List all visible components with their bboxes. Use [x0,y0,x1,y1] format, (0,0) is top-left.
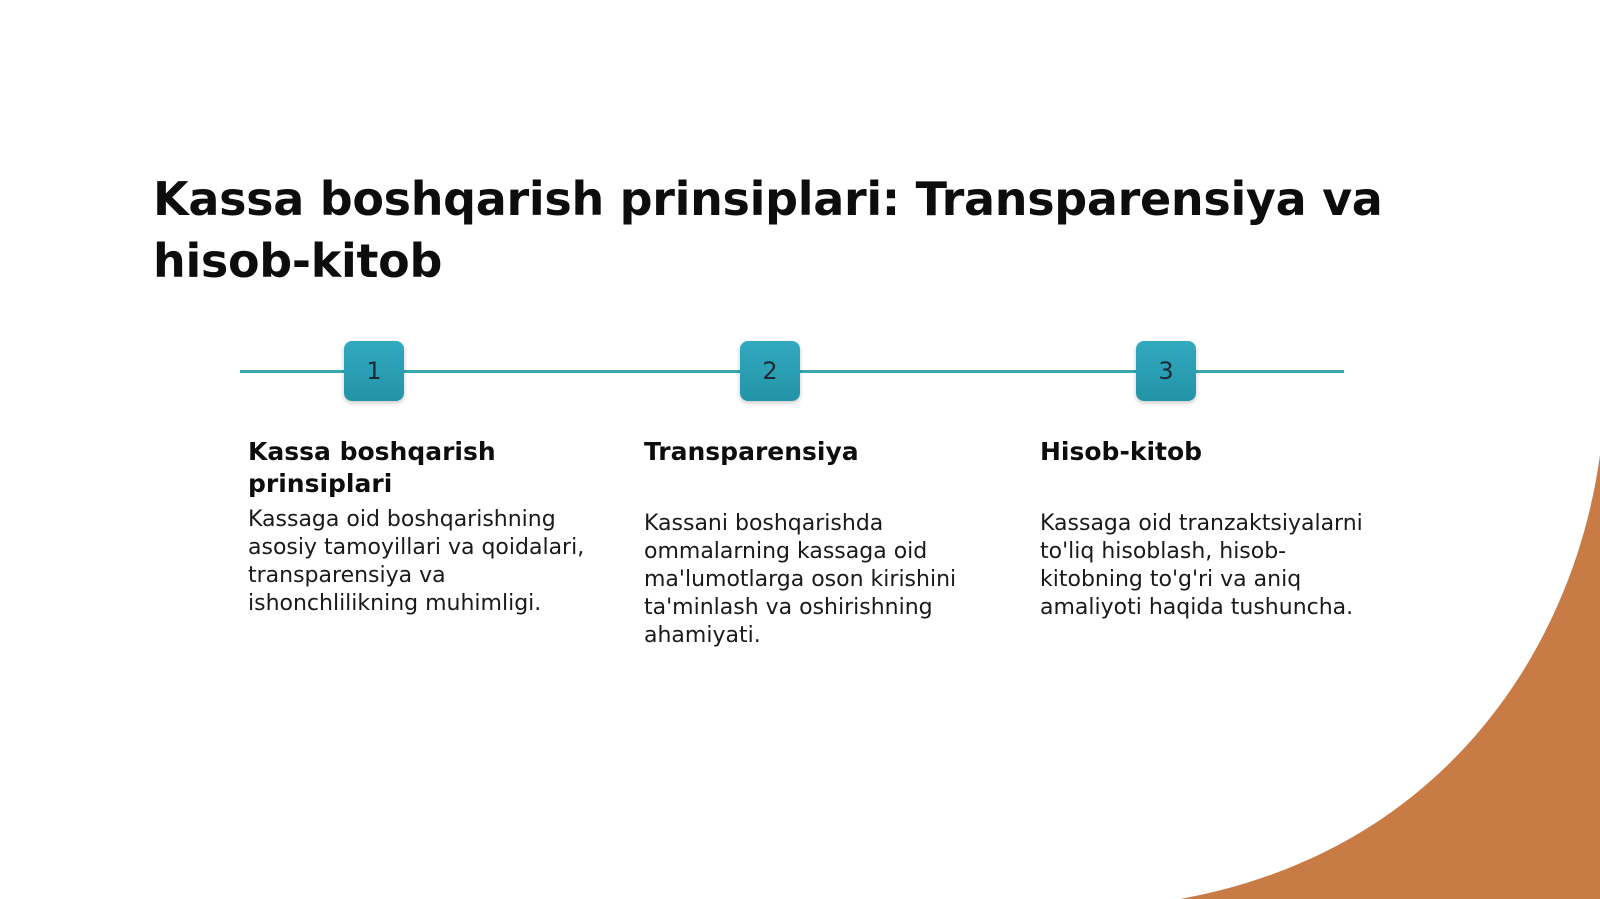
step-description: Kassani boshqarishda ommalarning kassaga oid ma'lumotlarga oson kirishini ta'minlash va oshirishning ahamiyati. [644,511,957,648]
step-description: Kassaga oid boshqarishning asosiy tamoyillari va qoidalari, transparensiya va ishonchlilikning muhimligi. [248,507,585,616]
step-description: Kassaga oid tranzaktsiyalarni to'liq hisoblash, hisob-kitobning to'g'ri va aniq amaliyoti haqida tushuncha. [1040,511,1363,620]
step-badge-1: 1 [344,341,404,401]
step-badge-2: 2 [740,341,800,401]
step-heading: Transparensiya [644,437,859,466]
page-title: Kassa boshqarish prinsiplari: Transparensiya va hisob-kitob [153,172,1383,288]
step-column-2 [644,436,989,650]
step-heading: Hisob-kitob [1040,437,1203,466]
step-heading: Kassa boshqarish prinsiplari [248,437,496,498]
step-badge-3: 3 [1136,341,1196,401]
step-column-3 [1040,436,1385,622]
step-column-1 [248,436,593,618]
